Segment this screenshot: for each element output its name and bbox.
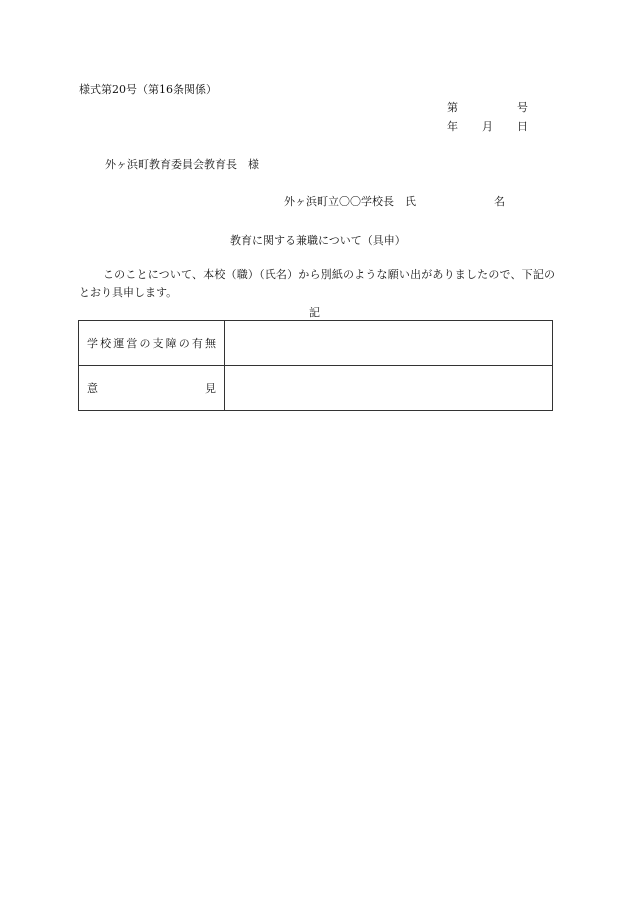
label-char: 有 — [191, 337, 203, 350]
label-char: 運 — [113, 337, 125, 350]
table-value-cell[interactable] — [225, 321, 553, 366]
date-month-label: 月 — [482, 120, 493, 133]
document-subject: 教育に関する兼職について（具申） — [230, 234, 406, 247]
ki-heading: 記 — [309, 306, 320, 319]
label-char: 学 — [87, 337, 98, 350]
label-char: の — [178, 337, 190, 350]
table-value-cell[interactable] — [225, 366, 553, 411]
form-table — [78, 320, 553, 411]
document-number-prefix: 第 — [447, 101, 458, 114]
label-char: の — [139, 337, 151, 350]
date-year-label: 年 — [447, 120, 458, 133]
label-char: 支 — [152, 337, 164, 350]
label-char: 校 — [100, 337, 112, 350]
label-operation-impediment — [87, 335, 216, 351]
table-row — [79, 321, 553, 366]
label-char: 障 — [165, 337, 177, 350]
sender-name-suffix: 名 — [494, 195, 505, 208]
table-row — [79, 366, 553, 411]
label-char: 営 — [126, 337, 138, 350]
label-char: 無 — [204, 337, 216, 350]
sender-title: 外ヶ浜町立〇〇学校長 氏 — [284, 195, 416, 208]
document-number-suffix: 号 — [517, 101, 528, 114]
table-label-cell — [79, 321, 225, 366]
date-day-label: 日 — [517, 120, 528, 133]
body-paragraph: このことについて、本校（職）（氏名）から別紙のような願い出がありましたので、下記のとおり具申します。 — [79, 268, 555, 299]
table-label-cell — [79, 366, 225, 411]
label-opinion — [87, 380, 216, 396]
label-char: 意 — [87, 382, 98, 395]
form-number: 様式第20号（第16条関係） — [79, 83, 217, 96]
addressee: 外ヶ浜町教育委員会教育長 様 — [105, 158, 259, 171]
label-char: 見 — [205, 382, 216, 395]
